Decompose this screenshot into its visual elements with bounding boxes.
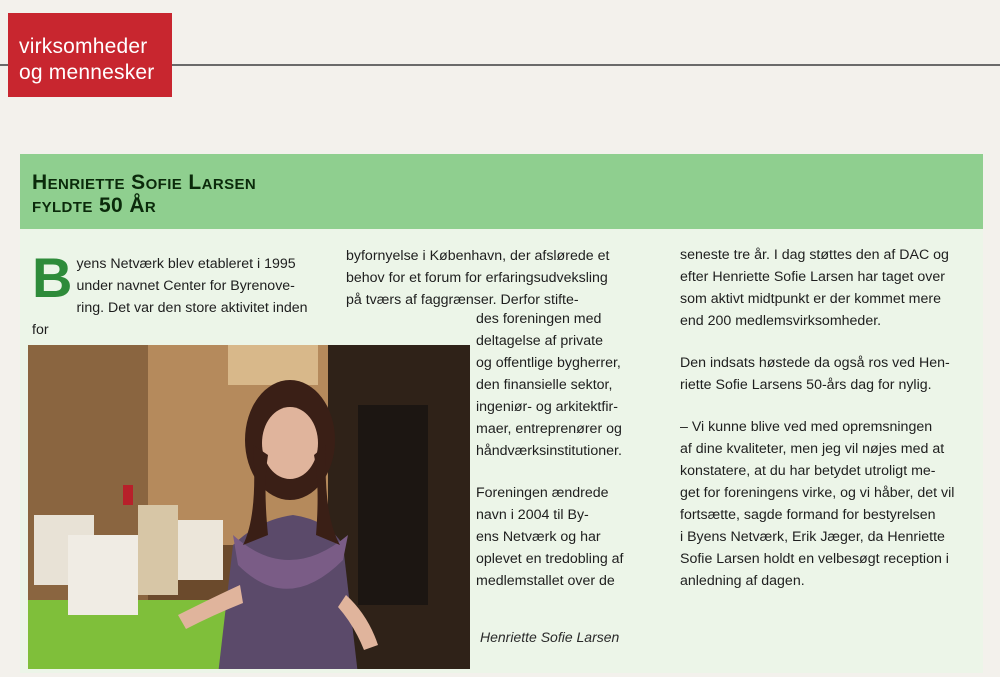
text-line: anledning af dagen.: [680, 573, 805, 589]
text-line: Sofie Larsen holdt en velbesøgt reception i: [680, 551, 949, 567]
text-line: under navnet Center for Byrenove-: [76, 278, 295, 294]
text-line: Foreningen ændrede: [476, 485, 609, 501]
photo-caption: Henriette Sofie Larsen: [480, 629, 620, 645]
text-line: efter Henriette Sofie Larsen har taget over: [680, 269, 945, 285]
text-line: i Byens Netværk, Erik Jæger, da Henriette: [680, 529, 945, 545]
drop-cap: B: [32, 246, 73, 309]
text-line: ingeniør- og arkitektfir-: [476, 399, 618, 415]
text-line: den finansielle sektor,: [476, 377, 613, 393]
portrait-photo: [28, 345, 470, 669]
section-tag-line-2: og mennesker: [19, 61, 155, 84]
text-line: riette Sofie Larsens 50-års dag for nylig.: [680, 377, 932, 393]
text-line: ring. Det var den store aktivitet inden for: [32, 300, 308, 338]
section-tag-line-1: virksomheder: [19, 35, 148, 58]
text-line: fortsætte, sagde formand for bestyrelsen: [680, 507, 936, 523]
text-line: end 200 medlemsvirksomheder.: [680, 313, 882, 329]
text-line: på tværs af faggrænser. Derfor stifte-: [346, 292, 579, 308]
text-line: byfornyelse i København, der afslørede et: [346, 248, 610, 264]
text-line: ens Netværk og har: [476, 529, 601, 545]
column-2-top: [346, 245, 646, 311]
headline-line-1: Henriette Sofie Larsen: [32, 171, 257, 194]
portrait-illustration: [28, 345, 470, 669]
text-line: maer, entreprenører og: [476, 421, 622, 437]
headline-line-2: fyldte 50 År: [32, 194, 157, 217]
quote-paragraph: [680, 416, 980, 592]
text-line: behov for et forum for erfaringsudveksling: [346, 270, 608, 286]
text-line: som aktivt midtpunkt er der kommet mere: [680, 291, 941, 307]
headline-band: [20, 154, 983, 229]
text-line: konstatere, at du har betydet utroligt me-: [680, 463, 936, 479]
paragraph: [680, 352, 980, 396]
text-line: af dine kvaliteter, men jeg vil nøjes med at: [680, 441, 945, 457]
section-tag: [8, 13, 172, 97]
text-line: navn i 2004 til By-: [476, 507, 589, 523]
text-line: seneste tre år. I dag støttes den af DAC og: [680, 247, 949, 263]
column-1: [32, 246, 327, 341]
text-line: des foreningen med: [476, 311, 602, 327]
text-line: – Vi kunne blive ved med opremsningen: [680, 419, 933, 435]
text-line: oplevet en tredobling af: [476, 551, 624, 567]
column-3: [680, 244, 980, 592]
text-line: og offentlige bygherrer,: [476, 355, 621, 371]
text-line: get for foreningens virke, og vi håber, det vil: [680, 485, 955, 501]
article-body: [20, 229, 983, 673]
text-line: håndværksinstitutioner.: [476, 443, 622, 459]
paragraph: [476, 308, 646, 462]
paragraph: [476, 482, 646, 592]
paragraph: [680, 244, 980, 332]
text-line: medlemstallet over de: [476, 573, 615, 589]
article-headline: [32, 171, 983, 217]
text-line: deltagelse af private: [476, 333, 603, 349]
column-2-narrow: [476, 308, 646, 592]
text-line: Den indsats høstede da også ros ved Hen-: [680, 355, 950, 371]
text-line: yens Netværk blev etableret i 1995: [76, 256, 296, 272]
